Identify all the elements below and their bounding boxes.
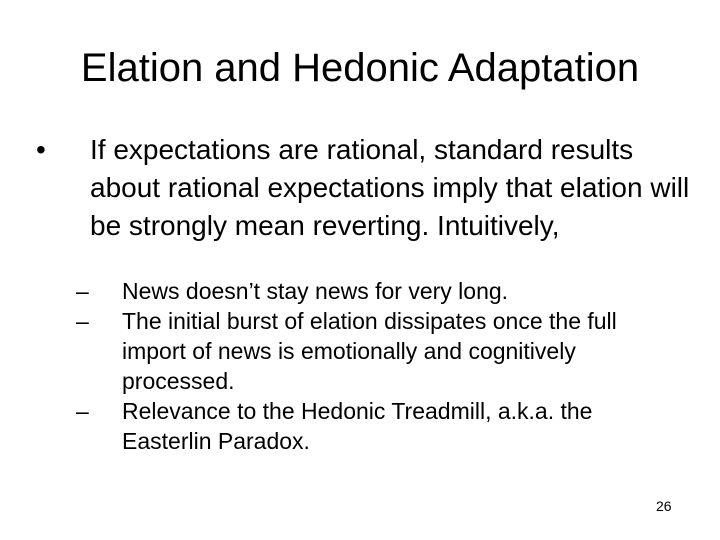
bullet-text: If expectations are rational, standard results about rational expectations imply that elation will be strongly mean reverting. Intuitively, xyxy=(90,134,690,241)
sub-bullet-list xyxy=(76,276,676,456)
sub-bullet-dash: – xyxy=(76,398,89,424)
page-number: 26 xyxy=(656,498,672,514)
sub-bullet-item xyxy=(76,276,676,306)
sub-bullet-item xyxy=(76,306,676,396)
sub-bullet-text: News doesn’t stay news for very long. xyxy=(122,278,509,304)
sub-bullet-dash: – xyxy=(76,278,89,304)
slide-title: Elation and Hedonic Adaptation xyxy=(80,46,640,90)
sub-bullet-text: Relevance to the Hedonic Treadmill, a.k.a. the Easterlin Paradox. xyxy=(122,398,593,454)
sub-bullet-item xyxy=(76,396,676,456)
sub-bullet-dash: – xyxy=(76,308,89,334)
bullet-marker: • xyxy=(36,134,46,165)
sub-bullet-text: The initial burst of elation dissipates once the full import of news is emotionally and cognitively processed. xyxy=(122,308,617,394)
